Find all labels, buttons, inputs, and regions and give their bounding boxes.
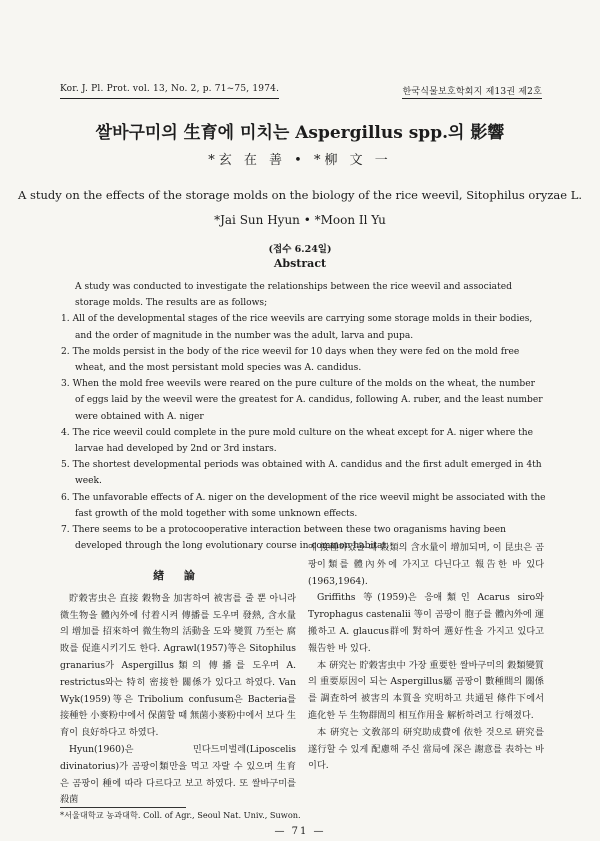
footnote-divider bbox=[60, 807, 186, 808]
journal-name-korean: 한국식물보호학회지 제13권 제2호 bbox=[402, 84, 542, 99]
right-column bbox=[308, 540, 544, 775]
abstract-item: 6. The unfavorable effects of A. niger on the development of the rice weevil might be associated with the fast growth of the mold together with some unknown effects. bbox=[61, 492, 546, 519]
body-paragraph: 貯穀害虫은 直接 穀物을 加害하여 被害를 줄 뿐 아니라 微生物을 體內外에 付着시켜 傳播를 도우며 發熱, 含水量의 增加를 招來하여 微生物의 活動을 도와 變質 乃至는 腐敗를 促進시키기도 한다. Agrawl(1957)等은 Sitophilus granarius가 Aspergillus類의 傳播를 도우며 A. restrictus와는 特히 密接한 關係가 있다고 하였다. Van Wyk(1959)等은 Tribolium confusum은 Bacteria를 接種한 小麥粉中에서 保菌할 때 無菌小麥粉中에서 보다 生育이 良好하다고 하였다. bbox=[60, 592, 296, 739]
abstract-item: 7. There seems to be a protocooperative interaction between these two oraganisms having been developed through the long evolutionary course in common habitat. bbox=[61, 525, 506, 552]
running-header bbox=[60, 84, 542, 99]
section-heading-introduction: 緖 論 bbox=[153, 569, 203, 582]
paper-title-english: A study on the effects of the storage molds on the biology of the rice weevil, Sitophilus oryzae L. bbox=[18, 188, 582, 202]
body-paragraph: 本 硏究는 貯穀害虫中 가장 重要한 쌀바구미의 穀類變質의 重要原因이 되는 Aspergillus屬 곰팡이 數種間의 關係를 調査하여 被害의 本質을 究明하고 共通된 條件下에서 進化한 두 生物群間의 相互作用을 解析하려고 行해졌다. bbox=[308, 659, 544, 721]
body-paragraph: Hyun(1960)은 민다드미벌레(Liposcelis divinatorius)가 곰팡이類만을 먹고 자랄 수 있으며 生育은 곰팡이 種에 따라 다르다고 보고 하였다. 또 쌀바구미를 殺菌 bbox=[60, 743, 296, 806]
abstract-item: 3. When the mold free weevils were reared on the pure culture of the molds on the wheat, the number of eggs laid by the weevil were the greatest for A. candidus, following A. ruber, and the least number were obtained with A. niger bbox=[61, 379, 543, 422]
body-paragraph: 에 接種하였을 때 穀類의 含水量이 增加되며, 이 昆虫은 곰팡이類를 體內外에 가지고 다닌다고 報告한 바 있다(1963,1964). bbox=[308, 542, 544, 587]
abstract-heading: Abstract bbox=[273, 257, 327, 270]
authors-korean: *玄 在 善 • *柳 文 一 bbox=[208, 153, 392, 168]
paper-title: 쌀바구미의 生育에 미치는 Aspergillus spp.의 影響 bbox=[95, 123, 505, 143]
abstract-body bbox=[60, 279, 546, 554]
left-column bbox=[60, 568, 296, 809]
body-paragraph: 本 硏究는 文敎部의 研究助成費에 依한 것으로 硏究를 遂行할 수 있게 配慮해 주신 當局에 深은 謝意를 表하는 바이다. bbox=[308, 726, 544, 772]
abstract-intro: A study was conducted to investigate the relationships between the rice weevil and associated storage molds. The results are as follows; bbox=[75, 282, 512, 309]
abstract-item: 5. The shortest developmental periods was obtained with A. candidus and the first adult emerged in 4th week. bbox=[61, 460, 542, 487]
authors-english: *Jai Sun Hyun • *Moon Il Yu bbox=[214, 213, 386, 227]
journal-citation: Kor. J. Pl. Prot. vol. 13, No. 2, p. 71~75, 1974. bbox=[60, 84, 279, 99]
abstract-item: 2. The molds persist in the body of the rice weevil for 10 days when they were fed on the mold free wheat, and the most persistant mold species was A. candidus. bbox=[61, 346, 520, 374]
abstract-item: 1. All of the developmental stages of the rice weevils are carrying some storage molds in their bodies, and the order of magnitude in the number was the adult, larva and pupa. bbox=[61, 314, 533, 341]
abstract-item: 4. The rice weevil could complete in the pure mold culture on the wheat except for A. niger where the larvae had developed by 2nd or 3rd instars. bbox=[61, 427, 534, 455]
received-date: (접수 6.24일) bbox=[268, 244, 332, 255]
body-paragraph: Griffiths 等(1959)은 응애類인 Acarus siro와 Tyrophagus castenalii 等이 곰팡이 胞子를 體內外에 運搬하고 A. glaucus群에 對하여 選好性을 가지고 있다고 報告한 바 있다. bbox=[308, 592, 544, 654]
affiliation-footnote: *서울대학교 농과대학. Coll. of Agr., Seoul Nat. Univ., Suwon. bbox=[60, 810, 301, 820]
page-number: — 71 — bbox=[274, 826, 326, 837]
